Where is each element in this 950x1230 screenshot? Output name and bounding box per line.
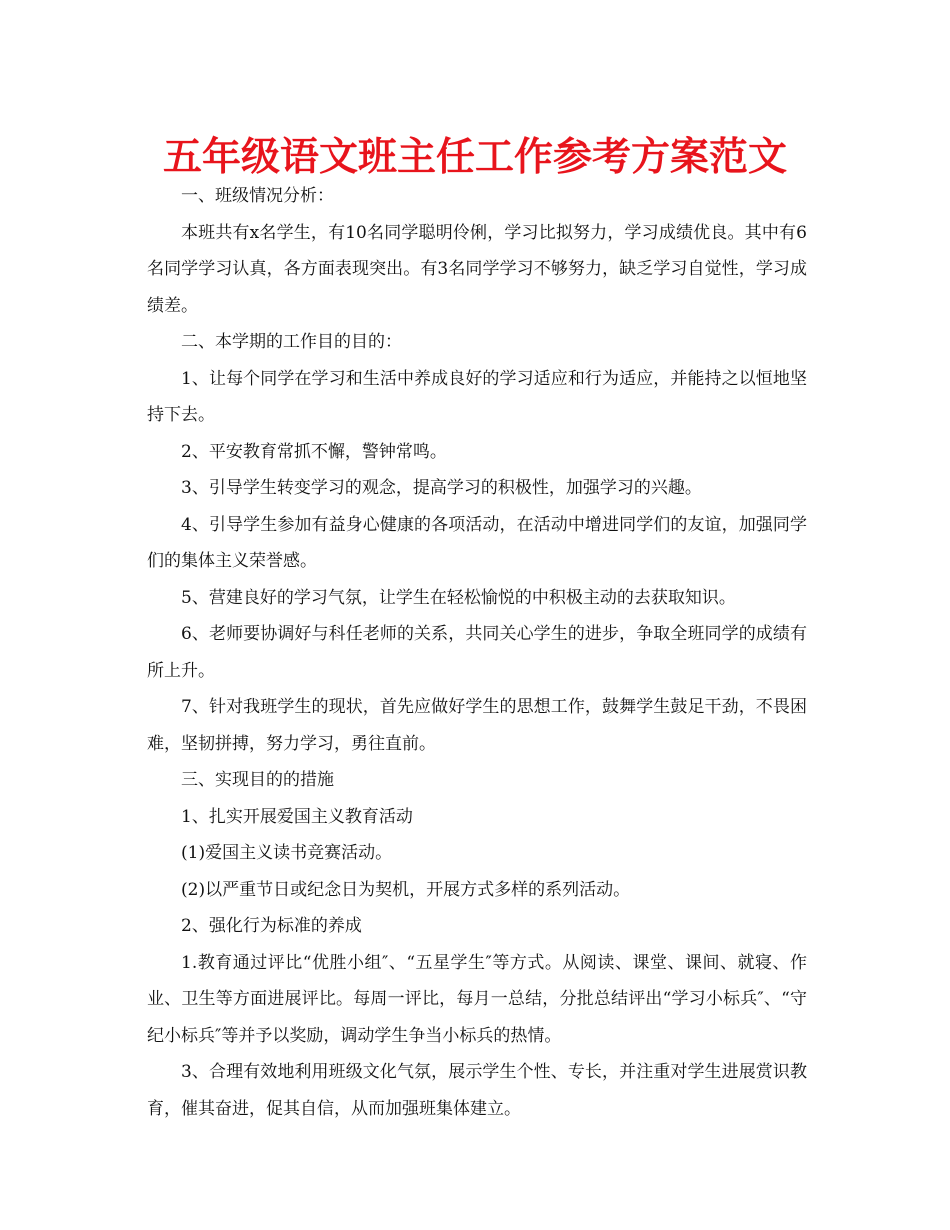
goal-item-3: 3、引导学生转变学习的观念，提高学习的积极性，加强学习的兴趣。: [181, 478, 702, 498]
measure-item-3: 3、合理有效地利用班级文化气氛，展示学生个性、专长，并注重对学生进展赏识教育，催其奋进，促其自信，从而加强班集体建立。: [147, 1062, 807, 1119]
paragraph-class-overview: 本班共有x名学生，有10名同学聪明伶俐，学习比拟努力，学习成绩优良。其中有6名同学学习认真，各方面表现突出。有3名同学学习不够努力，缺乏学习自觉性，学习成绩差。: [147, 222, 807, 316]
measure-item-2-detail: 1.教育通过评比“优胜小组″、“五星学生″等方式。从阅读、课堂、课间、就寝、作业、卫生等方面进展评比。每周一评比，每月一总结，分批总结评出“学习小标兵″、“守纪小标兵″等并予以奖励，调动学生争当小标兵的热情。: [147, 952, 807, 1046]
document-title: 五年级语文班主任工作参考方案范文: [162, 134, 787, 180]
goal-item-5: 5、营建良好的学习气氛，让学生在轻松愉悦的中积极主动的去获取知识。: [181, 587, 736, 608]
goal-item-2: 2、平安教育常抓不懈，警钟常鸣。: [181, 441, 447, 462]
goal-item-1: 1、让每个同学在学习和生活中养成良好的学习适应和行为适应，并能持之以恒地坚持下去。: [147, 368, 807, 425]
document-body: [147, 178, 807, 1127]
goal-item-4: 4、引导学生参加有益身心健康的各项活动，在活动中增进同学们的友谊，加强同学们的集体主义荣誉感。: [147, 514, 807, 571]
goal-item-7: 7、针对我班学生的现状，首先应做好学生的思想工作，鼓舞学生鼓足干劲，不畏困难，坚韧拼搏，努力学习，勇往直前。: [147, 697, 807, 754]
measure-subitem-1: (1)爱国主义读书竞赛活动。: [181, 843, 393, 863]
section-heading-measures: 三、实现目的的措施: [181, 770, 334, 790]
section-heading-class-analysis: 一、班级情况分析：: [181, 186, 334, 206]
measure-subitem-2: (2)以严重节日或纪念日为契机，开展方式多样的系列活动。: [181, 879, 631, 900]
section-heading-goals: 二、本学期的工作目的目的：: [181, 332, 402, 352]
goal-item-6: 6、老师要协调好与科任老师的关系，共同关心学生的进步，争取全班同学的成绩有所上升。: [147, 624, 807, 681]
measure-item-1: 1、扎实开展爱国主义教育活动: [181, 806, 413, 827]
measure-item-2: 2、强化行为标准的养成: [181, 916, 362, 936]
